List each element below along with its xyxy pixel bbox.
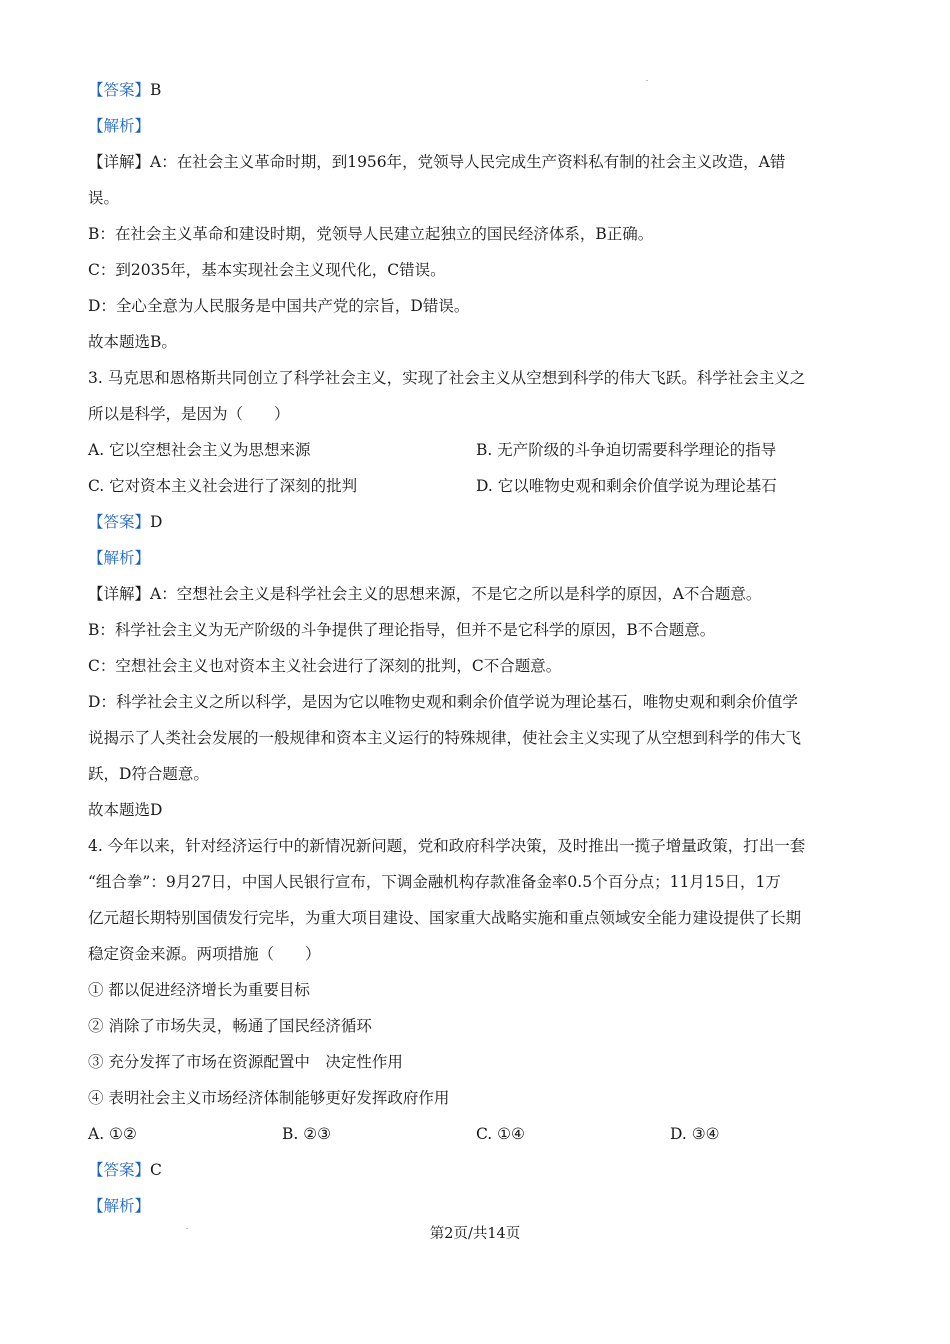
analysis-label: 【解析】	[88, 117, 151, 135]
q3-detail-b: B：科学社会主义为无产阶级的斗争提供了理论指导，但并不是它科学的原因，B不合题意。	[88, 621, 716, 639]
q3-detail-a-text: A：空想社会主义是科学社会主义的思想来源，不是它之所以是科学的原因，A不合题意。	[150, 585, 762, 603]
q2-answer-value: B	[150, 81, 162, 99]
q4-item-1: ① 都以促进经济增长为重要目标	[88, 981, 310, 999]
document-page	[88, 72, 864, 1224]
q4-item-4: ④ 表明社会主义市场经济体制能够更好发挥政府作用	[88, 1089, 450, 1107]
q4-answer-value: C	[150, 1161, 162, 1179]
detail-label: 【详解】	[88, 585, 151, 603]
analysis-label: 【解析】	[88, 1197, 151, 1215]
q2-analysis-heading	[88, 108, 864, 144]
q2-answer	[88, 72, 864, 108]
q4-stem-line4: 稳定资金来源。两项措施（ ）	[88, 945, 321, 963]
q3-stem-line2: 所以是科学，是因为（ ）	[88, 405, 290, 423]
q4-stem-line2: “组合拳”：9月27日，中国人民银行宣布，下调金融机构存款准备金率0.5个百分点；11月15日，1万	[88, 873, 781, 891]
q4-options-row	[88, 1116, 864, 1152]
q3-options-row2	[88, 468, 864, 504]
q4-answer	[88, 1152, 864, 1188]
q4-item-3: ③ 充分发挥了市场在资源配置中 决定性作用	[88, 1053, 403, 1071]
q3-answer	[88, 504, 864, 540]
analysis-label: 【解析】	[88, 549, 151, 567]
q3-options-row1	[88, 432, 864, 468]
q3-option-b: B. 无产阶级的斗争迫切需要科学理论的指导	[476, 441, 777, 459]
q4-stem-line1: 4. 今年以来，针对经济运行中的新情况新问题，党和政府科学决策，及时推出一揽子增量政策，打出一套	[88, 837, 806, 855]
q4-option-d: D. ③④	[670, 1125, 720, 1143]
q2-detail-a	[88, 144, 864, 180]
answer-label: 【答案】	[88, 81, 151, 99]
q3-detail-d-line2: 说揭示了人类社会发展的一般规律和资本主义运行的特殊规律，使社会主义实现了从空想到科学的伟大飞	[88, 729, 802, 747]
answer-label: 【答案】	[88, 1161, 151, 1179]
q3-detail-d-line1: D：科学社会主义之所以科学，是因为它以唯物史观和剩余价值学说为理论基石，唯物史观和剩余价值学	[88, 693, 798, 711]
q3-analysis-heading	[88, 540, 864, 576]
q3-option-c: C. 它对资本主义社会进行了深刻的批判	[88, 477, 358, 495]
q4-option-c: C. ①④	[476, 1125, 525, 1143]
answer-label: 【答案】	[88, 513, 151, 531]
page-number-footer: 第2页/共14页	[429, 1226, 521, 1242]
q2-conclusion: 故本题选B。	[88, 333, 177, 351]
q3-stem-line1: 3. 马克思和恩格斯共同创立了科学社会主义，实现了社会主义从空想到科学的伟大飞跃。科学社会主义之	[88, 369, 806, 387]
q4-analysis-heading	[88, 1188, 864, 1224]
q2-detail-d: D：全心全意为人民服务是中国共产党的宗旨，D错误。	[88, 297, 470, 315]
q3-option-d: D. 它以唯物史观和剩余价值学说为理论基石	[476, 477, 777, 495]
q2-detail-a-text: A：在社会主义革命时期，到1956年，党领导人民完成生产资料私有制的社会主义改造，A错	[150, 153, 786, 171]
detail-label: 【详解】	[88, 153, 151, 171]
q3-detail-c: C：空想社会主义也对资本主义社会进行了深刻的批判，C不合题意。	[88, 657, 562, 675]
q3-conclusion: 故本题选D	[88, 801, 163, 819]
q3-detail-d-line3: 跃，D符合题意。	[88, 765, 209, 783]
q2-detail-a-cont: 误。	[88, 189, 120, 207]
q4-option-b: B. ②③	[282, 1125, 332, 1143]
q3-option-a: A. 它以空想社会主义为思想来源	[88, 441, 311, 459]
q4-option-a: A. ①②	[88, 1125, 137, 1143]
q2-detail-b: B：在社会主义革命和建设时期，党领导人民建立起独立的国民经济体系，B正确。	[88, 225, 654, 243]
scan-speck	[646, 80, 648, 81]
q2-detail-c: C：到2035年，基本实现社会主义现代化，C错误。	[88, 261, 446, 279]
q4-item-2: ② 消除了市场失灵，畅通了国民经济循环	[88, 1017, 372, 1035]
q3-answer-value: D	[150, 513, 163, 531]
q3-detail-a	[88, 576, 864, 612]
q4-stem-line3: 亿元超长期特别国债发行完毕，为重大项目建设、国家重大战略实施和重点领域安全能力建设提供了长期	[88, 909, 802, 927]
